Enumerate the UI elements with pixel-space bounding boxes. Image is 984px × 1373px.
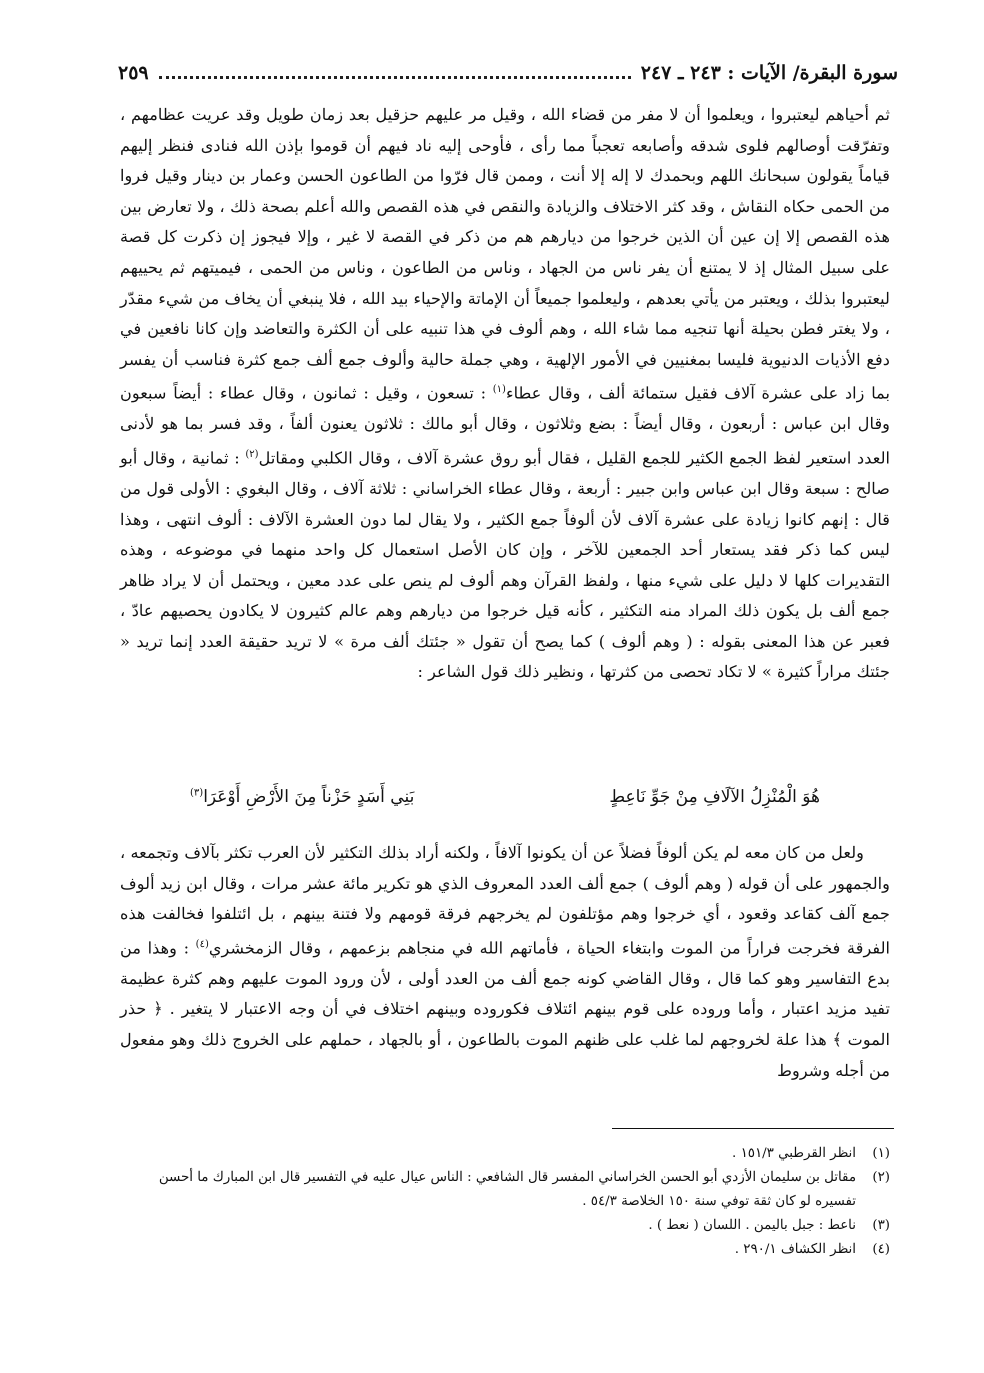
surah-verses-title: سورة البقرة/ الآيات : ٢٤٣ ـ ٢٤٧ <box>640 62 898 84</box>
text-segment: : ثمانية ، وقال أبو صالح : سبعة وقال ابن عباس وابن جبير : أربعة ، وقال عطاء الخراساني : ثلاثة آلاف ، وقال البغوي : الأولى قول من قال : إنهم كانوا زيادة على عشرة آلاف لأن ألوفاً جمع الكثير ، ولا يقال لما دون العشرة الآلاف : ألوف انتهى ، وهذا ليس كما ذكر فقد يستعار أحد الجمعين للآخر ، وإن كان الأصل استعمال كل واحد منهما في موضوعه ، وهذه التقديرات كلها لا دليل على شيء منها ، ولفظ القرآن وهم ألوف لم ينص على عدد معين ، ويحتمل أن لا يراد ظاهر جمع ألف بل يكون ذلك المراد منه التكثير ، كأنه قيل خرجوا من ديارهم وهم عالم كثيرون لا يكادون يحصيهم عادّ ، فعبر عن هذا المعنى بقوله : ( وهم ألوف ) كما يصح أن تقول « جئتك ألف مرة » لا تريد حقيقة العدد إنما تريد « جئتك مراراً كثيرة » لا تكاد تحصى من كثرتها ، ونظير ذلك قول الشاعر : <box>120 448 890 682</box>
footnote-number: (٤) <box>872 1242 890 1257</box>
verse-first-hemistich: هُوَ الْمُنْزِلُ الآلَافِ مِنْ جَوِّ نَاعِطٍ <box>609 787 820 807</box>
page-number: ٢٥٩ <box>118 62 149 84</box>
footnote <box>120 1166 890 1214</box>
footnote-ref: (٢) <box>245 448 259 460</box>
text-segment: : وهذا من بدع التفاسير وهو كما قال ، وقال القاضي كونه جمع ألف من العدد أولى ، لأن ورود الموت عليهم وهم كثرة عظيمة تفيد مزيد اعتبار ، وأما وروده على قوم بينهم ائتلاف فكوروده وبينهم اختلاف في أن وجه الاعتبار لا يتغير . ﴿ حذر الموت ﴾ هذا علة لخروجهم لما غلب على ظنهم الموت بالطاعون ، أو بالجهاد ، حملهم على الخروج ذلك وهو مفعول من أجله وشروط <box>120 938 890 1080</box>
footnote-text: انظر الكشاف ٢٩٠/١ . <box>734 1242 856 1257</box>
footnote-text: مقاتل بن سليمان الأزدي أبو الحسن الخراساني المفسر قال الشافعي : الناس عيال عليه في التفسير قال ابن المبارك ما أحسن تفسيره لو كان ثقة توفي سنة ١٥٠ الخلاصة ٥٤/٣ . <box>158 1170 856 1209</box>
footnote-number: (١) <box>872 1146 890 1161</box>
text-segment: ولعل من كان معه لم يكن ألوفاً فضلاً عن أن يكونوا آلافاً ، ولكنه أراد بذلك التكثير لأن العرب تكثر بآلاف وتجمعه ، والجمهور على أن قوله ( وهم ألوف ) جمع ألف العدد المعروف الذي هو تكرير مائة عشر مرات ، وقال ابن زيد ألوف جمع آلف كقاعد وقعود ، أي خرجوا وهم مؤتلفون لم يخرجهم فرقة قومهم ولا فتنة بينهم ، بل ائتلفوا فخالفت هذه الفرقة فخرجت فراراً من الموت وابتغاء الحياة ، فأماتهم الله في منجاهم بزعمهم ، وقال الزمخشري <box>120 843 890 958</box>
main-text-block-1 <box>120 100 890 688</box>
verse-second-hemistich: بَنِي أَسَدٍ حَزْناً مِنَ الأَرْضِ أَوْعَرَا$^{(٣)}$ <box>190 787 415 807</box>
footnote-number: (٣) <box>872 1218 890 1233</box>
paragraph <box>120 100 890 688</box>
text-segment: ثم أحياهم ليعتبروا ، ويعلموا أن لا مفر من قضاء الله ، وقيل مر عليهم حزقيل بعد زمان طويل وقد عريت عظامهم ، وتفرّقت أوصالهم فلوى شدقه وأصابعه تعجباً مما رأى ، فأوحى إليه ناد فيهم أن قوموا بإذن الله فنادى فنظر إليهم قياماً يقولون سبحانك اللهم وبحمدك لا إله إلا أنت ، وممن قال فرّوا من الطاعون الحسن وعمار بن دينار وقيل فروا من الحمى حكاه النقاش ، وقد كثر الاختلاف والزيادة والنقص في هذه القصص والله أعلم بصحة ذلك ، ولا تعارض بين هذه القصص إلا إن عين أن الذين خرجوا من ديارهم هم من ذكر في القصة لا غير ، وإلا فيجوز إن ذكرت كل قصة على سبيل المثال إذ لا يمتنع أن يفر ناس من الجهاد ، وناس من الطاعون ، وناس من الحمى ، فيميتهم ثم يحييهم ليعتبروا بذلك ، ويعتبر من يأتي بعدهم ، وليعلموا جميعاً أن الإماتة والإحياء بيد الله ، فلا ينبغي أن يخاف من شيء مقدّر ، ولا يغتر فطن بحيلة أنها تنجيه مما شاء الله ، وهم ألوف في هذا تنبيه على أن الكثرة والتعاضد وإن كانا نافعين في دفع الأذيات الدنيوية فليسا بمغنيين في الأمور الإلهية ، وهي جملة حالية وألوف جمع ألف جمع كثرة فناسب أن يفسر بما زاد على عشرة آلاف فقيل ستمائة ألف ، وقال عطاء <box>120 105 890 403</box>
footnote-number: (٢) <box>872 1170 890 1185</box>
paragraph <box>120 838 890 1086</box>
footnote <box>120 1142 890 1166</box>
running-header <box>118 56 898 90</box>
footnotes <box>120 1142 890 1262</box>
footnote <box>120 1214 890 1238</box>
footnote-ref: (٤) <box>195 938 209 950</box>
text-segment: : تسعون ، وقيل : ثمانون ، وقال عطاء : أيضاً سبعون وقال ابن عباس : أربعون ، وقال أيضاً : بضع وثلاثون ، وقال أبو مالك : ثلاثون يعنون ألفاً ، وقد فسر بما هو لأدنى العدد استعير لفظ الجمع الكثير للجمع القليل ، فقال أبو روق عشرة آلاف ، وقال الكلبي ومقاتل <box>120 383 890 468</box>
header-dot-leader <box>159 68 631 79</box>
footnote-text: ناعط : جبل باليمن . اللسان ( نعط ) . <box>648 1218 856 1233</box>
footnote-ref: (١) <box>492 384 506 396</box>
main-text-block-2 <box>120 838 890 1086</box>
footnote-ref: (٣) <box>190 787 204 799</box>
poetry-verse <box>190 787 820 823</box>
footnote <box>120 1238 890 1262</box>
footnote-text: انظر القرطبي ١٥١/٣ . <box>732 1146 856 1161</box>
footnote-separator <box>612 1128 894 1129</box>
